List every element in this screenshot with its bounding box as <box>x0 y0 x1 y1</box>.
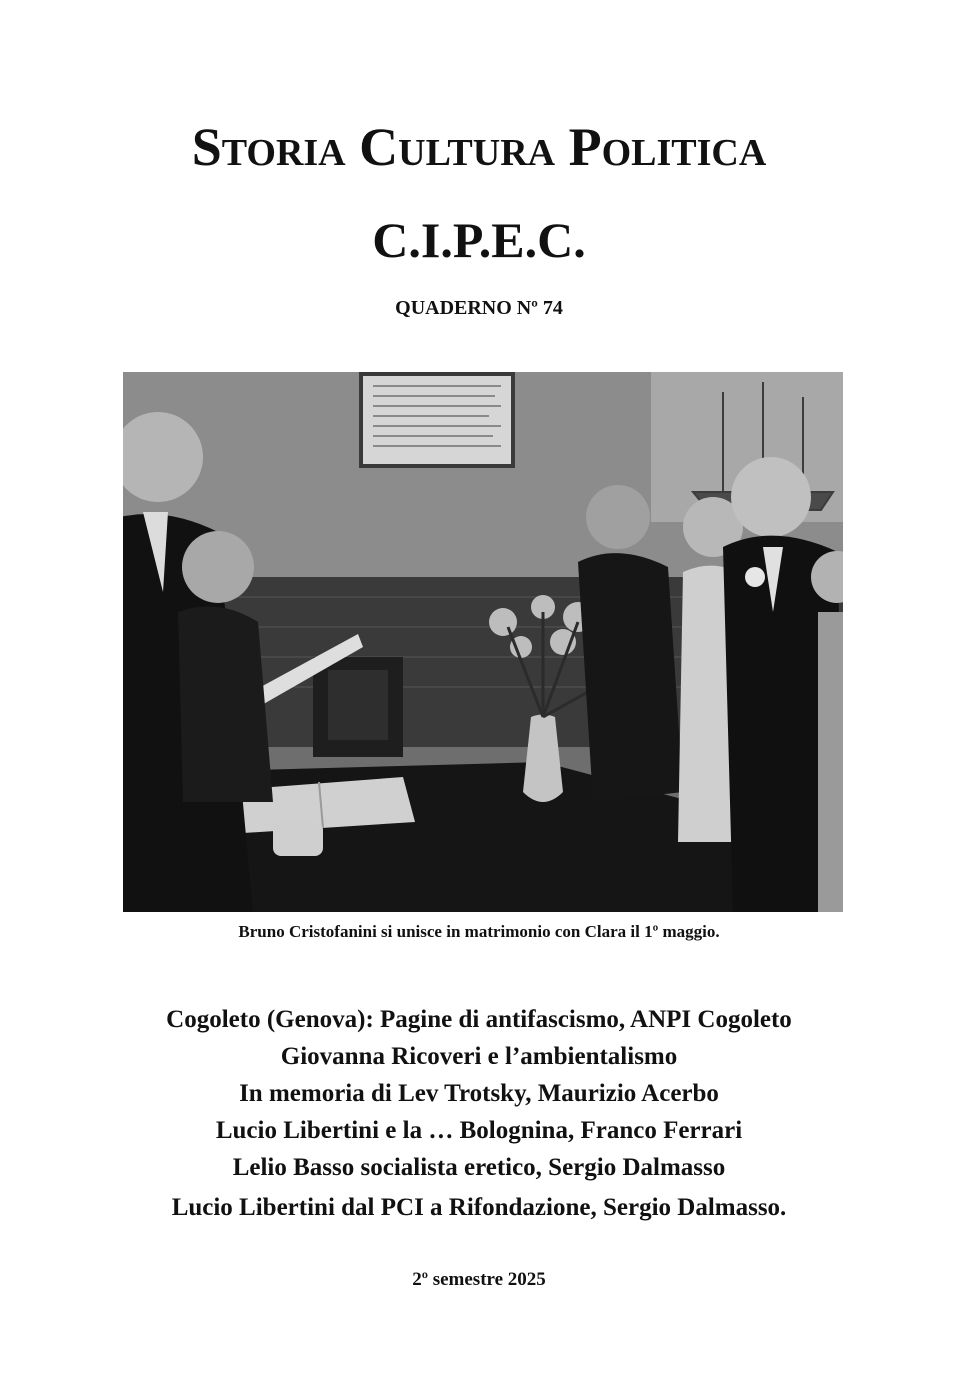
photo-caption: Bruno Cristofanini si unisce in matrimonio con Clara il 1º maggio. <box>238 922 720 941</box>
journal-subtitle: C.I.P.E.C. <box>372 212 586 268</box>
contents-item: Lelio Basso socialista eretico, Sergio Dalmasso <box>232 1154 726 1181</box>
contents-item: Giovanna Ricoveri e l’ambientalismo <box>280 1043 678 1070</box>
contents-item: In memoria di Lev Trotsky, Maurizio Acerbo <box>239 1080 719 1107</box>
contents-item: Lucio Libertini e la … Bolognina, Franco Ferrari <box>215 1117 743 1144</box>
table-of-contents <box>0 1001 958 1226</box>
journal-title: Storia Cultura Politica <box>191 117 767 177</box>
cover-photo <box>123 372 843 912</box>
issue-number: QUADERNO Nº 74 <box>395 297 563 319</box>
contents-item: Cogoleto (Genova): Pagine di antifascismo, ANPI Cogoleto <box>166 1006 792 1033</box>
contents-item: Lucio Libertini dal PCI a Rifondazione, Sergio Dalmasso. <box>171 1194 787 1221</box>
publication-semester: 2º semestre 2025 <box>412 1269 546 1290</box>
